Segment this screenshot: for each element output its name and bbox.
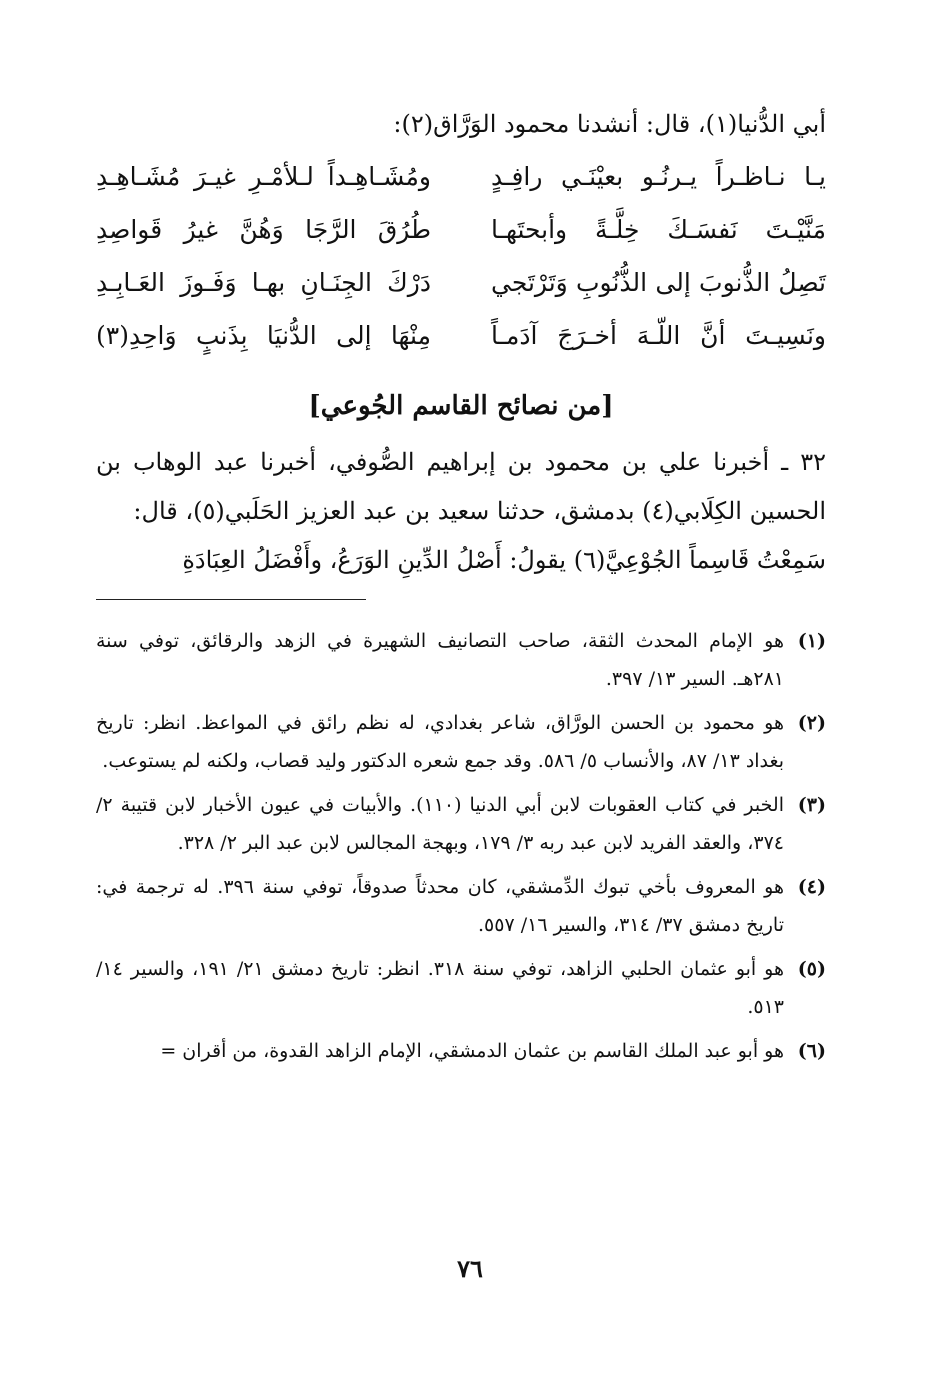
section-heading: [من نصائح القاسم الجُوعي]: [308, 391, 614, 421]
footnote-number: (٦): [797, 1040, 826, 1062]
quote-paragraph: سَمِعْتُ قَاسِماً الجُوْعِيَّ(٦) يقولُ: أَصْلُ الدِّينِ الوَرَعُ، وأَفْضَلُ العِبَادَةِ: [182, 546, 826, 574]
footnote-separator: [96, 599, 366, 600]
footnote-text: الخبر في كتاب العقوبات لابن أبي الدنيا (١١٠). والأبيات في عيون الأخبار لابن قتيبة ٢/ ٣٧٤، والعقد الفريد لابن عبد ربه ٣/ ١٧٩، وبهجة المجالس لابن عبد البر ٢/ ٣٢٨.: [96, 794, 784, 854]
verse: [96, 150, 826, 203]
verse-first-hemistich: ونَسِيـتَ أنَّ اللّـهَ أخـرَجَ آدَمـاً: [491, 321, 826, 350]
footnote-separator-wrap: [96, 585, 826, 622]
footnote: [96, 1032, 826, 1070]
footnote-number: (٣): [797, 794, 826, 816]
poem: [96, 150, 826, 362]
footnote-text: هو محمود بن الحسن الورَّاق، شاعر بغدادي، له نظم رائق في المواعظ. انظر: تاريخ بغداد ١٣/ ٨٧، والأنساب ٥/ ٥٨٦. وقد جمع شعره الدكتور وليد قصاب، ولكنه لم يستوعب.: [96, 712, 784, 772]
footnote: [96, 704, 826, 780]
verse-second-hemistich: مِنْهَا إلى الدُّنيَا بِذَنبٍ وَاحِدِ(٣): [96, 321, 431, 350]
page-number: ٧٦: [457, 1254, 483, 1283]
footnote: [96, 950, 826, 1026]
footnote: [96, 622, 826, 698]
footnote: [96, 786, 826, 862]
footnote-number: (٢): [797, 712, 826, 734]
book-page: [96, 104, 826, 1076]
footnote-number: (١): [797, 630, 826, 652]
footnote-text: هو الإمام المحدث الثقة، صاحب التصانيف الشهيرة في الزهد والرقائق، توفي سنة ٢٨١هـ. السير ١٣/ ٣٩٧.: [96, 630, 784, 690]
footnote-text: هو أبو عثمان الحلبي الزاهد، توفي سنة ٣١٨. انظر: تاريخ دمشق ٢١/ ١٩١، والسير ١٤/ ٥١٣.: [96, 958, 784, 1018]
footnote-number: (٥): [797, 958, 826, 980]
intro-line: أبي الدُّنيا(١)، قال: أنشدنا محمود الوَرَّاق(٢):: [393, 110, 826, 138]
verse: [96, 203, 826, 256]
footnotes: [96, 622, 826, 1070]
verse-first-hemistich: تَصِلُ الذُّنوبَ إلى الذُّنُوبِ وَتَرْتَجي: [491, 268, 826, 297]
verse-second-hemistich: دَرْكَ الجِنَـانِ بهـا وَفَـوزَ العَـابِـدِ: [96, 268, 431, 297]
footnote-number: (٤): [797, 876, 826, 898]
verse-second-hemistich: ومُشَـاهِـداً لـلأمْـرِ غيـرَ مُشَـاهِـدِ: [96, 162, 431, 191]
footnote-text: هو أبو عبد الملك القاسم بن عثمان الدمشقي، الإمام الزاهد القدوة، من أقران =: [160, 1040, 784, 1062]
verse-second-hemistich: طُرُقَ الرَّجَا وَهُنَّ غيرُ قَواصِدِ: [96, 215, 431, 244]
verse: [96, 309, 826, 362]
body-paragraph: ٣٢ ـ أخبرنا علي بن محمود بن إبراهيم الصُّوفي، أخبرنا عبد الوهاب بن الحسين الكِلَابي(٤) بدمشق، حدثنا سعيد بن عبد العزيز الحَلَبي(٥)، قال:: [96, 448, 826, 525]
footnote: [96, 868, 826, 944]
footnote-text: هو المعروف بأخي تبوك الدِّمشقي، كان محدثاً صدوقاً، توفي سنة ٣٩٦. له ترجمة في: تاريخ دمشق ٣٧/ ٣١٤، والسير ١٦/ ٥٥٧.: [96, 876, 784, 936]
verse-first-hemistich: يـا نـاظـراً يـرنُـو بعيْنَـي رافِـدٍ: [491, 162, 826, 191]
verse: [96, 256, 826, 309]
verse-first-hemistich: مَنَّيْـتَ نَفسَـكَ خِلَّـةً وأبحتَهـا: [491, 215, 826, 244]
